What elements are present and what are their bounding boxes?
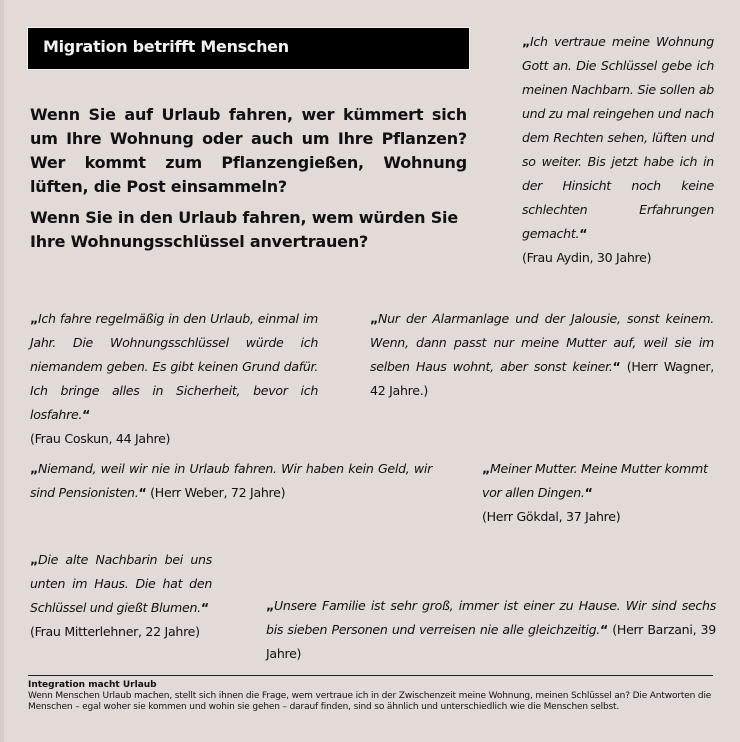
section-title-bar [28,28,469,69]
quote-text: Die alte Nachbarin bei uns unten im Haus. Die hat den Schlüssel und gießt Blumen. [30,552,212,615]
quote-attribution: (Frau Coskun, 44 Jahre) [30,431,171,446]
page-edge [0,0,4,742]
quote-text: Unsere Familie ist sehr groß, immer ist einer zu Hause. Wir sind sechs bis sieben Personen und verreisen nie alle gleichzeitig. [266,598,716,637]
close-quote-mark: “ [579,226,588,241]
quote-attribution: (Frau Aydin, 30 Jahre) [522,250,652,265]
quote-attribution: (Frau Mitterlehner, 22 Jahre) [30,624,200,639]
open-quote-mark: „ [266,598,274,613]
close-quote-mark: “ [138,485,147,500]
quote-text: Nur der Alarmanlage und der Jalousie, sonst keinem. Wenn, dann passt nur meine Mutter auf, weil sie im selben Haus wohnt, aber sonst keiner. [370,311,714,374]
footer-divider [28,675,713,676]
quote-text: Ich fahre regelmäßig in den Urlaub, einmal im Jahr. Die Wohnungsschlüssel würde ich niemandem geben. Es gibt keinen Grund dafür. Ich bringe alles in Sicherheit, bevor ich losfahre. [30,311,318,422]
quote-text-block [30,457,432,505]
quote-text-block [266,594,716,666]
question-2: Wenn Sie in den Urlaub fahren, wem würden Sie Ihre Wohnungsschlüssel anvertrauen? [30,208,458,251]
close-quote-mark: “ [82,407,91,422]
quote-text-block [522,30,714,246]
quote-text-block [482,457,718,505]
quote-mitterlehner [30,548,212,644]
close-quote-mark: “ [200,600,209,615]
open-quote-mark: „ [522,34,530,49]
quote-attribution: (Herr Wagner, 42 Jahre.) [370,359,714,398]
open-quote-mark: „ [30,311,38,326]
quote-attribution: (Herr Gökdal, 37 Jahre) [482,509,621,524]
question-1: Wenn Sie auf Urlaub fahren, wer kümmert sich um Ihre Wohnung oder auch um Ihre Pflanzen? Wer kommt zum Pflanzengießen, Wohnung lüften, die Post einsammeln? [30,105,467,196]
quote-weber [30,457,432,505]
quote-attribution: (Herr Weber, 72 Jahre) [150,485,286,500]
quote-text: Meiner Mutter. Meine Mutter kommt vor allen Dingen. [482,461,708,500]
quote-text-block [30,307,318,427]
close-quote-mark: “ [584,485,593,500]
quote-aydin [522,30,714,270]
open-quote-mark: „ [30,461,38,476]
quote-text: Niemand, weil wir nie in Urlaub fahren. Wir haben kein Geld, wir sind Pensionisten. [30,461,432,500]
section-title: Migration betrifft Menschen [43,37,289,56]
footer-title: Integration macht Urlaub [28,680,157,690]
footer-body: Wenn Menschen Urlaub machen, stellt sich ihnen die Frage, wem vertraue ich in der Zwischenzeit meine Wohnung, meinen Schlüssel an? Die Antworten die Menschen – egal woher sie kommen und wohin sie gehen – darauf finden, sind so ähnlich und unterschiedlich wie die Menschen selbst. [28,691,712,712]
quote-attribution: (Herr Barzani, 39 Jahre) [266,622,716,661]
open-quote-mark: „ [370,311,378,326]
quote-coskun [30,307,318,451]
quote-barzani [266,594,716,666]
quote-goekdal [482,457,718,529]
quote-wagner [370,307,714,403]
open-quote-mark: „ [30,552,38,567]
quote-text: Ich vertraue meine Wohnung Gott an. Die Schlüssel gebe ich meinen Nachbarn. Sie sollen ab und zu mal reingehen und nach dem Rechten sehen, lüften und so weiter. Bis jetzt habe ich in der Hinsicht noch keine schlechten Erfahrungen gemacht. [522,34,714,241]
quote-text-block [30,548,212,620]
close-quote-mark: “ [600,622,608,637]
close-quote-mark: “ [612,359,621,374]
open-quote-mark: „ [482,461,490,476]
quote-text-block [370,307,714,403]
